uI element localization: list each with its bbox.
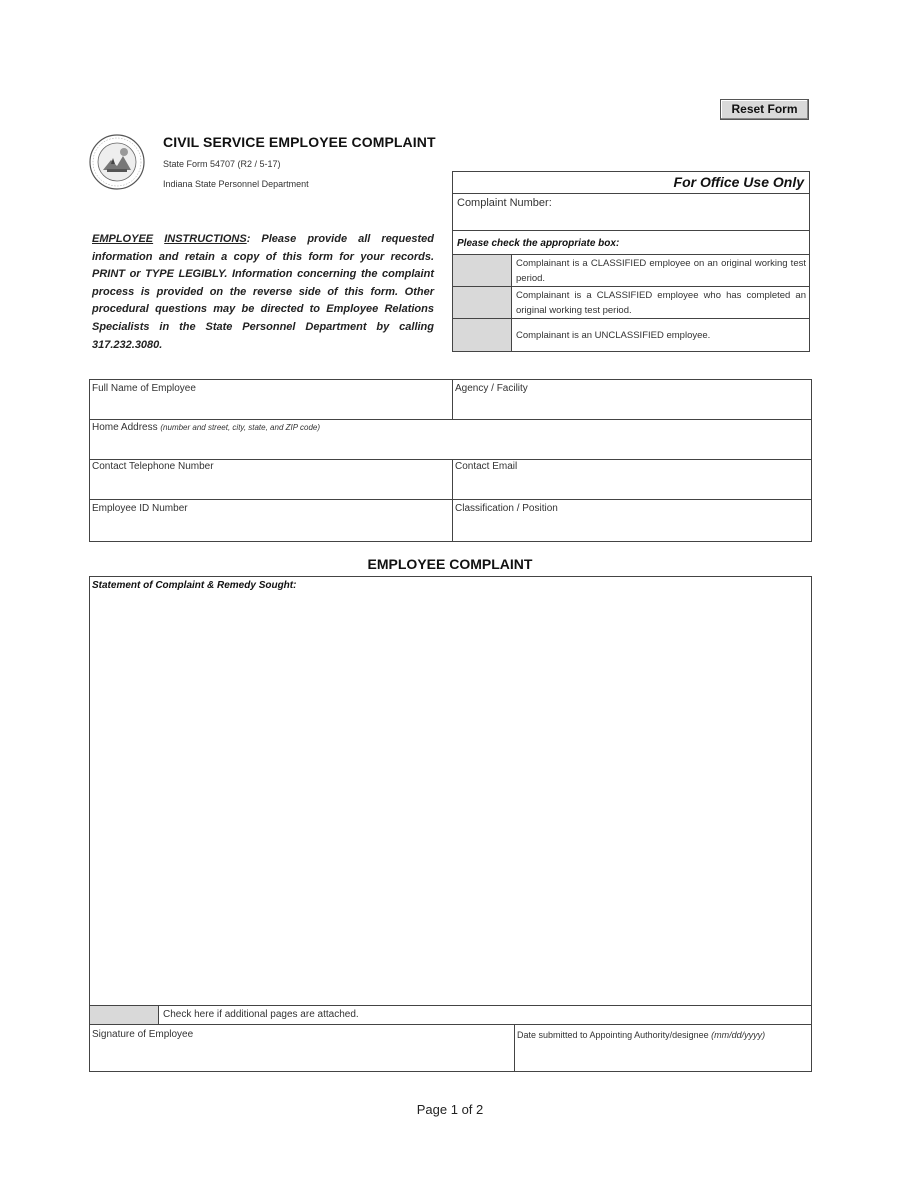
date-format-hint: (mm/dd/yyyy) [711, 1030, 766, 1040]
check-prompt: Please check the appropriate box: [453, 231, 809, 255]
complaint-section-title: EMPLOYEE COMPLAINT [367, 556, 533, 572]
instructions-body: : Please provide all requested information and retain a copy of this form for your records. PRINT or TYPE LEGIBLY. Information concerning the complaint process is provided on the reverse side of this form. Other procedural questions may be directed to Employee Relations Specialists in the State Personnel Department by calling 317.232.3080. [92, 233, 434, 351]
home-address-field[interactable] [92, 422, 320, 433]
complaint-number-field[interactable] [453, 194, 809, 231]
office-use-panel [452, 171, 810, 352]
home-address-label: Home Address [92, 422, 158, 433]
reset-form-button[interactable]: Reset Form [720, 99, 809, 120]
full-name-field[interactable]: Full Name of Employee [92, 383, 196, 394]
date-submitted-label: Date submitted to Appointing Authority/designee [517, 1030, 709, 1040]
instructions-lead-instructions: INSTRUCTIONS [164, 233, 247, 245]
employee-info-grid [89, 379, 812, 542]
state-seal-icon [89, 134, 145, 190]
agency-field[interactable]: Agency / Facility [455, 383, 528, 394]
option-label-1: Complainant is a CLASSIFIED employee on an original working test period. [516, 258, 806, 284]
additional-pages-checkbox[interactable] [90, 1006, 159, 1025]
option-label-3: Complainant is an UNCLASSIFIED employee. [516, 330, 711, 341]
option-row-1 [453, 255, 809, 287]
form-number: State Form 54707 (R2 / 5-17) [163, 159, 281, 169]
home-address-hint: (number and street, city, state, and ZIP code) [160, 423, 321, 432]
option-row-3 [453, 319, 809, 351]
additional-pages-label: Check here if additional pages are attached. [163, 1009, 359, 1020]
option-label-2: Complainant is a CLASSIFIED employee who has completed an original working test period. [516, 290, 806, 316]
employee-instructions [92, 231, 434, 354]
signature-row [90, 1024, 811, 1071]
option-row-2 [453, 287, 809, 319]
option-checkbox-3[interactable] [453, 319, 512, 351]
option-checkbox-2[interactable] [453, 287, 512, 318]
email-field[interactable]: Contact Email [455, 461, 518, 472]
additional-pages-row [90, 1005, 811, 1025]
department-name: Indiana State Personnel Department [163, 179, 309, 189]
complaint-number-label: Complaint Number: [457, 197, 552, 209]
statement-textarea[interactable] [90, 593, 811, 1003]
signature-field[interactable]: Signature of Employee [92, 1029, 194, 1040]
form-title: CIVIL SERVICE EMPLOYEE COMPLAINT [163, 134, 436, 150]
phone-field[interactable]: Contact Telephone Number [92, 461, 214, 472]
office-use-title: For Office Use Only [453, 172, 809, 194]
classification-field[interactable]: Classification / Position [455, 503, 558, 514]
page-number: Page 1 of 2 [416, 1102, 484, 1117]
statement-label: Statement of Complaint & Remedy Sought: [92, 580, 297, 591]
date-submitted-field[interactable] [517, 1030, 765, 1040]
instructions-lead-employee: EMPLOYEE [92, 233, 154, 245]
complaint-box [89, 576, 812, 1072]
employee-id-field[interactable]: Employee ID Number [92, 503, 188, 514]
option-checkbox-1[interactable] [453, 255, 512, 286]
